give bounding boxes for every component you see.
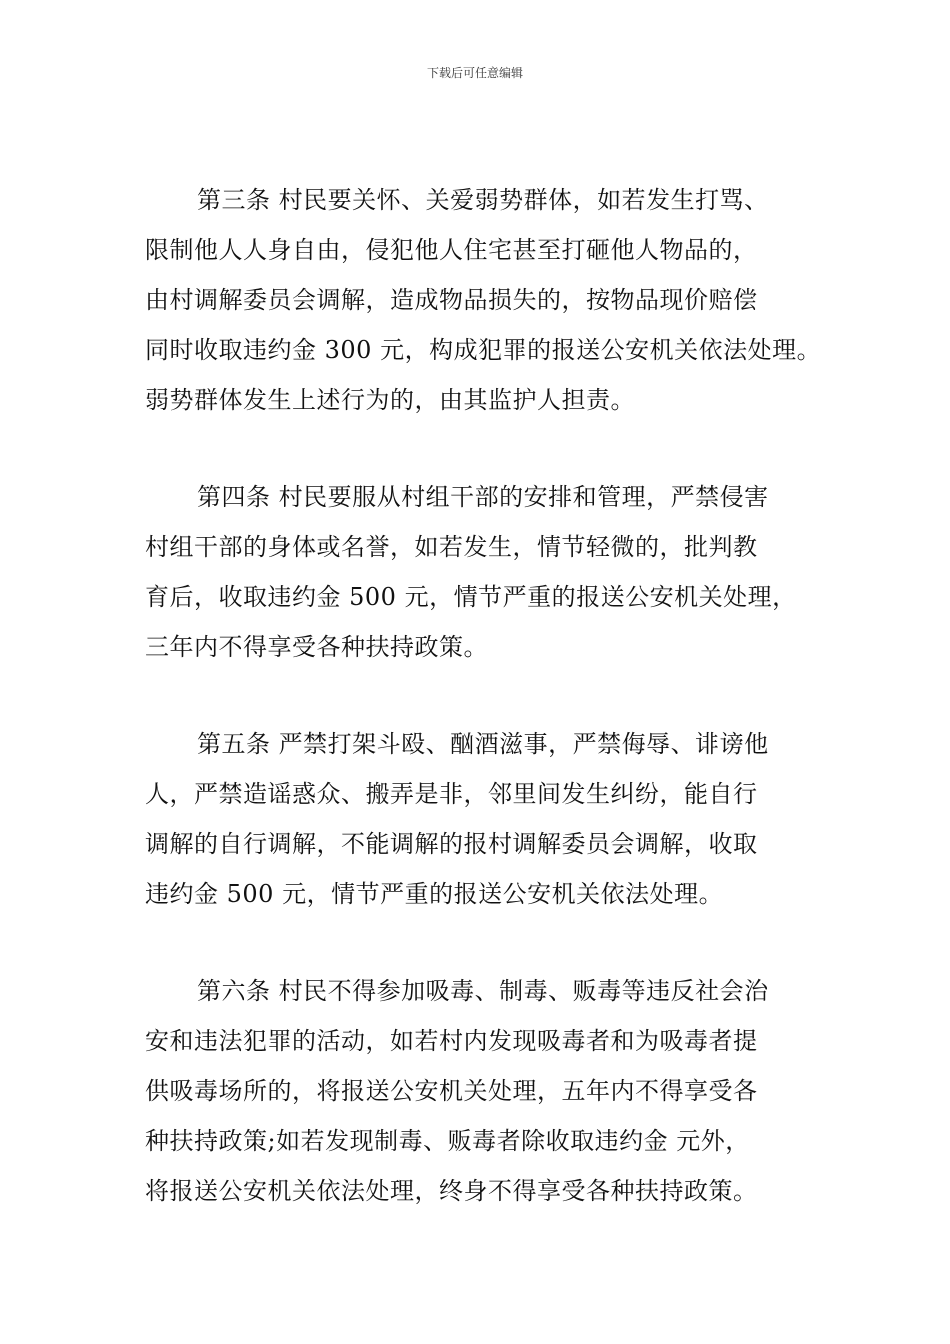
article-3 <box>145 175 822 425</box>
article-line: 安和违法犯罪的活动，如若村内发现吸毒者和为吸毒者提 <box>145 1027 758 1055</box>
article-4 <box>145 472 817 672</box>
article-line: 弱势群体发生上述行为的，由其监护人担责。 <box>145 386 635 414</box>
article-line: 人，严禁造谣惑众、搬弄是非，邻里间发生纠纷，能自行 <box>145 780 758 808</box>
article-line: 村组干部的身体或名誉，如若发生，情节轻微的，批判教 <box>145 533 758 561</box>
article-5 <box>145 719 817 919</box>
article-line: 第三条 村民要关怀、关爱弱势群体，如若发生打骂、 <box>197 186 769 214</box>
article-line: 第五条 严禁打架斗殴、酗酒滋事，严禁侮辱、诽谤他 <box>197 730 769 758</box>
article-line: 育后，收取违约金 500 元，情节严重的报送公安机关处理， <box>145 583 797 611</box>
article-line: 同时收取违约金 300 元，构成犯罪的报送公安机关依法处理。 <box>145 336 822 364</box>
article-line: 调解的自行调解，不能调解的报村调解委员会调解，收取 <box>145 830 758 858</box>
article-line: 违约金 500 元，情节严重的报送公安机关依法处理。 <box>145 880 724 908</box>
article-line: 第六条 村民不得参加吸毒、制毒、贩毒等违反社会治 <box>197 977 769 1005</box>
article-6 <box>145 966 817 1216</box>
article-line: 限制他人人身自由，侵犯他人住宅甚至打砸他人物品的， <box>145 236 758 264</box>
article-line: 种扶持政策;如若发现制毒、贩毒者除收取违约金 元外， <box>145 1127 750 1155</box>
article-line: 将报送公安机关依法处理，终身不得享受各种扶持政策。 <box>145 1177 758 1205</box>
article-line: 供吸毒场所的，将报送公安机关处理，五年内不得享受各 <box>145 1077 758 1105</box>
article-line: 三年内不得享受各种扶持政策。 <box>145 633 488 661</box>
article-line: 第四条 村民要服从村组干部的安排和管理，严禁侵害 <box>197 483 769 511</box>
page-header: 下载后可任意编辑 <box>426 66 523 80</box>
article-line: 由村调解委员会调解，造成物品损失的，按物品现价赔偿 <box>145 286 758 314</box>
